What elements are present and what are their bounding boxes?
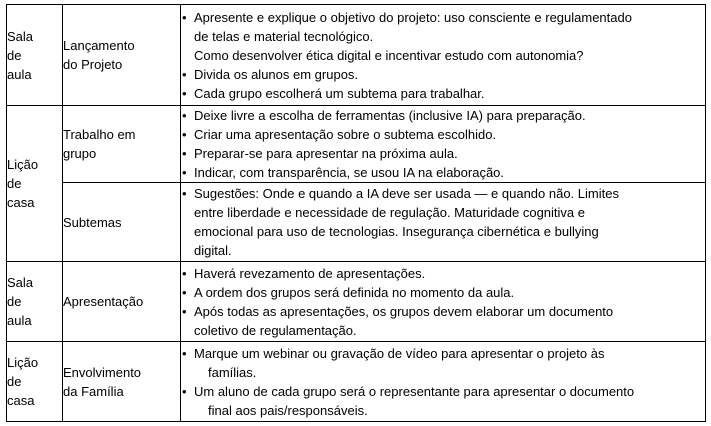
activity-label: da Família — [63, 383, 124, 399]
list-item-text: Um aluno de cada grupo será o representante para apresentar o documento — [194, 383, 635, 399]
bullet-icon: • — [182, 284, 187, 300]
table-row — [7, 342, 706, 422]
list-item-continuation: digital. — [194, 243, 232, 258]
table-row — [7, 5, 706, 106]
list-item-text: A ordem dos grupos será definida no momento da aula. — [194, 284, 515, 300]
phase-label: casa — [7, 195, 35, 210]
details-cell — [181, 342, 706, 422]
list-item-continuation: de telas e material tecnológico. — [194, 28, 374, 44]
activity-label: grupo — [63, 146, 97, 161]
list-item-text: Preparar-se para apresentar na próxima aula. — [194, 146, 458, 161]
details-cell — [181, 5, 706, 106]
list-item-continuation: entre liberdade e necessidade de regulação. Maturidade cognitiva e — [194, 205, 585, 220]
list-item-text: Marque um webinar ou gravação de vídeo para apresentar o projeto às — [194, 345, 605, 361]
list-item-text: Sugestões: Onde e quando a IA deve ser usada — e quando não. Limites — [194, 186, 619, 201]
activity-cell — [63, 5, 181, 106]
list-item-continuation: coletivo de regulamentação. — [194, 322, 357, 338]
activity-cell — [63, 342, 181, 422]
phase-cell — [7, 5, 63, 106]
list-item-text: Criar uma apresentação sobre o subtema escolhido. — [194, 127, 497, 142]
phase-label: Lição — [7, 157, 39, 172]
phase-label: de — [7, 47, 22, 63]
list-item — [181, 106, 705, 125]
list-item — [181, 283, 705, 302]
bullet-icon: • — [182, 85, 187, 101]
bullet-icon: • — [182, 165, 187, 180]
list-item-text: Apresente e explique o objetivo do projeto: uso consciente e regulamentado — [194, 9, 632, 25]
bullet-icon: • — [182, 146, 187, 161]
activity-label: Apresentação — [63, 294, 144, 309]
activity-cell — [63, 106, 181, 183]
bullet-icon: • — [182, 383, 187, 399]
list-item-continuation: famílias. — [208, 364, 257, 380]
phase-cell — [7, 106, 63, 262]
activity-cell — [63, 183, 181, 262]
list-item — [181, 163, 705, 182]
activity-label: Subtemas — [63, 214, 122, 230]
list-item-text: Divida os alunos em grupos. — [194, 66, 359, 82]
bullet-icon: • — [182, 303, 187, 319]
details-cell — [181, 262, 706, 342]
phase-label: aula — [7, 313, 32, 328]
list-item-text: Haverá revezamento de apresentações. — [194, 265, 426, 281]
project-plan-table — [6, 4, 706, 422]
list-item — [181, 302, 705, 321]
list-item — [181, 382, 705, 401]
list-item — [181, 84, 705, 103]
phase-label: aula — [7, 66, 32, 82]
phase-label: Sala — [7, 28, 34, 44]
phase-label: Sala — [7, 275, 34, 290]
list-item-continuation: emocional para uso de tecnologias. Insegurança cibernética e bullying — [194, 224, 599, 239]
phase-cell — [7, 262, 63, 342]
list-item — [181, 184, 705, 203]
list-item — [181, 144, 705, 163]
table-row — [7, 106, 706, 183]
activity-label: Envolvimento — [63, 364, 142, 380]
list-item — [181, 65, 705, 84]
details-cell — [181, 183, 706, 262]
activity-label: Lançamento — [63, 38, 135, 53]
list-item — [181, 8, 705, 27]
list-item-text: Cada grupo escolherá um subtema para trabalhar. — [194, 85, 485, 101]
bullet-icon: • — [182, 127, 187, 142]
bullet-icon: • — [182, 186, 187, 201]
activity-label: Trabalho em — [63, 127, 136, 142]
list-item — [181, 264, 705, 283]
details-cell — [181, 106, 706, 183]
list-item-continuation: final aos pais/responsáveis. — [208, 402, 368, 418]
phase-label: de — [7, 294, 22, 309]
list-item-text: Indicar, com transparência, se usou IA na elaboração. — [194, 165, 505, 180]
list-item — [181, 125, 705, 144]
list-item — [181, 344, 705, 363]
bullet-icon: • — [182, 9, 187, 25]
bullet-icon: • — [182, 265, 187, 281]
list-item-text: Deixe livre a escolha de ferramentas (inclusive IA) para preparação. — [194, 108, 586, 123]
phase-label: de — [7, 176, 22, 191]
table-row — [7, 183, 706, 262]
activity-label: do Projeto — [63, 57, 123, 72]
phase-cell — [7, 342, 63, 422]
activity-cell — [63, 262, 181, 342]
bullet-icon: • — [182, 66, 187, 82]
table-row — [7, 262, 706, 342]
bullet-icon: • — [182, 345, 187, 361]
phase-label: casa — [7, 393, 35, 408]
phase-label: Lição — [7, 355, 39, 370]
phase-label: de — [7, 374, 22, 389]
list-item-text: Após todas as apresentações, os grupos devem elaborar um documento — [194, 303, 614, 319]
bullet-icon: • — [182, 108, 187, 123]
list-item-continuation: Como desenvolver ética digital e incentivar estudo com autonomia? — [194, 47, 584, 63]
